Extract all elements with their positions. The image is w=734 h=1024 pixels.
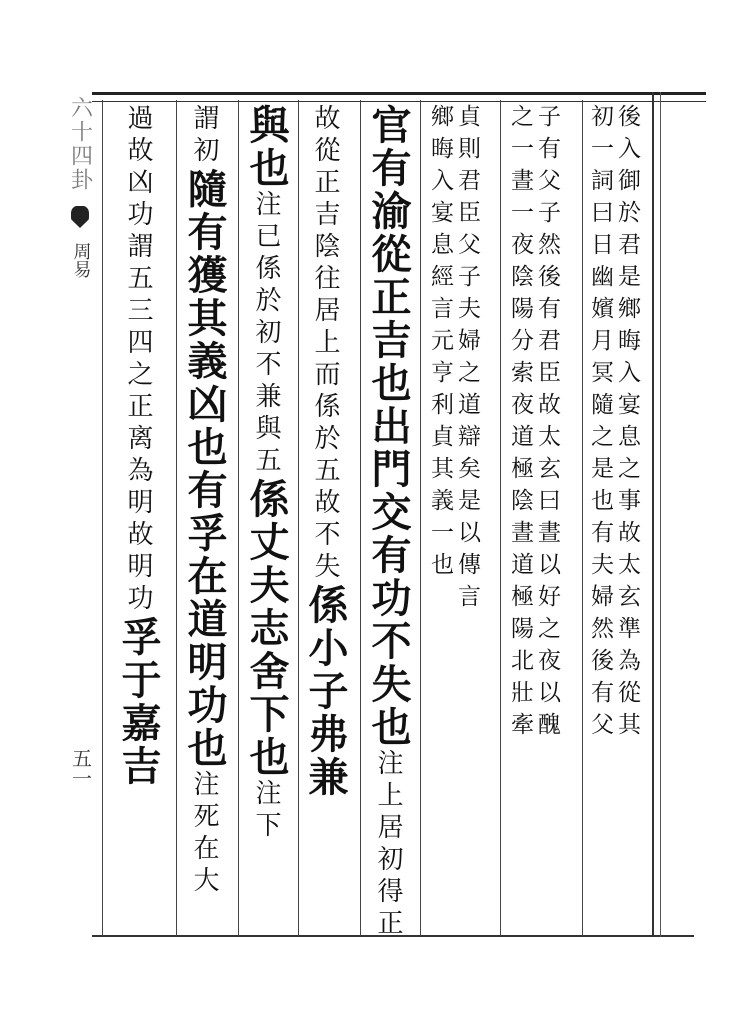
note-label: 注 [373,749,403,781]
column-divider [582,100,583,936]
top-border [92,92,706,95]
note-label: 注 [251,779,281,811]
note-label: 注 [251,190,281,222]
main-text: 係丈夫志舍下也 [243,478,290,779]
main-text: 官有渝從正吉也出門交有功不失也 [365,104,412,749]
column-divider [102,100,103,936]
column-divider [360,100,361,936]
column-divider [176,100,177,936]
right-border [652,92,654,937]
column-divider [298,100,299,936]
note-line: 之一晝一夜陰陽分索夜道極陰晝道極陽北壯牽 [507,104,533,744]
note-label: 注 [189,770,219,802]
note-line: 初一詞曰日幽嬪月冥隨之是也有夫婦然後有父 [587,104,613,744]
note-line: 後入御於君是鄉晦入宴息之事故太玄準為從其 [614,104,640,744]
main-text: 隨有獲其義凶也有孚在道明功也 [181,168,228,770]
fold-top-mark: 六十四卦 [67,96,93,192]
fold-page-number: 五一 [68,748,93,788]
text-column-7 [181,104,228,934]
text-column-5 [302,104,349,934]
main-text: 孚于嘉吉 [115,616,162,788]
right-border-inner [660,92,661,937]
note-line: 鄉晦入宴息經言元亨利貞其義一也 [427,104,453,584]
note-text: 故從正吉陰往居上而係於五故不失 [310,104,340,584]
column-divider [238,100,239,936]
text-column-8 [115,104,162,934]
text-column-1 [588,104,638,934]
note-text: 死在大 [189,802,219,898]
text-column-4 [365,104,412,941]
column-divider [500,100,501,936]
note-text: 過故凶功謂五三四之正离為明故明功 [123,104,153,616]
main-text: 係小子弗兼 [302,584,349,799]
text-column-2 [508,104,558,934]
column-divider [420,100,421,936]
margin-fold [60,96,100,916]
text-column-3 [428,104,478,934]
note-text: 已係於初不兼與五 [251,222,281,478]
note-text: 上居初得正 [373,781,403,941]
note-text: 下 [251,811,281,843]
note-line: 貞則君臣父子夫婦之道辯矣是以傳言 [454,104,480,616]
text-column-6 [243,104,290,934]
fish-tail-mark-icon [71,206,89,228]
note-text: 謂初 [189,104,219,168]
note-line: 子有父子然後有君臣故太玄曰晝以好之夜以醜 [534,104,560,744]
main-text: 與也 [243,104,290,190]
top-border-inner [92,101,706,102]
fold-book-title: 周易 [70,242,92,278]
